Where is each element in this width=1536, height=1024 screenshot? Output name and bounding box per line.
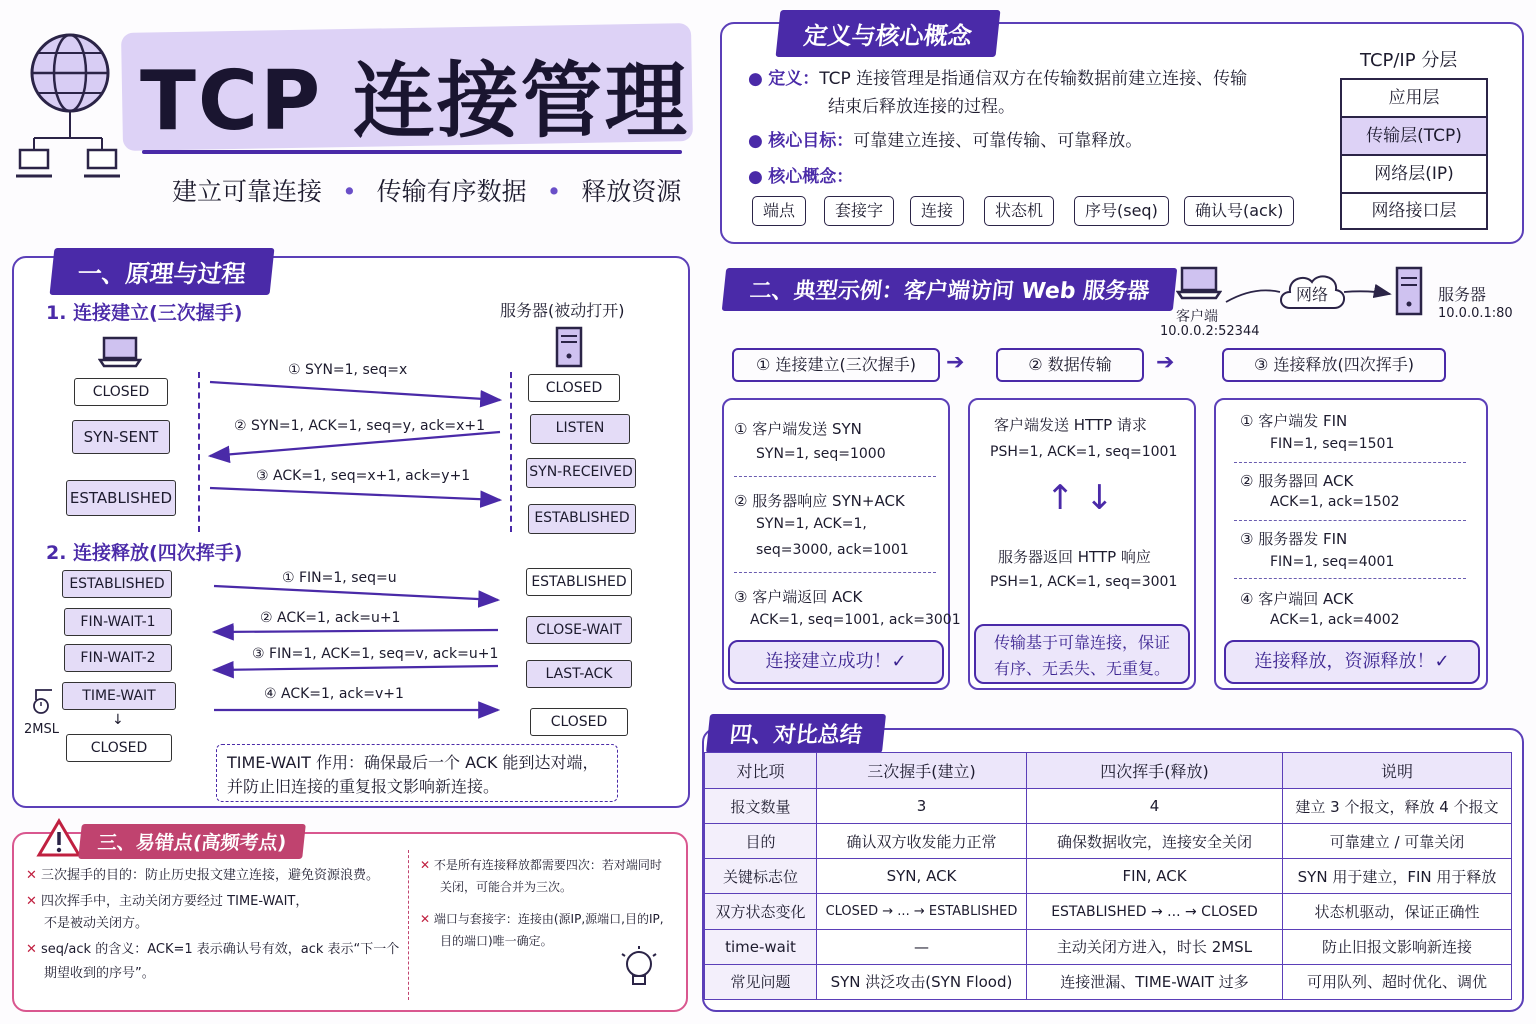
- table-header: 三次握手(建立): [817, 753, 1027, 789]
- handshake-arrow-label: ② SYN=1, ACK=1, seq=y, ack=x+1: [234, 418, 486, 434]
- mistake-item: ✕ seq/ack 的含义：ACK=1 表示确认号有效，ack 表示“下一个: [26, 942, 400, 957]
- comparison-table: [704, 752, 1512, 1000]
- transfer-request: 客户端发送 HTTP 请求: [994, 416, 1147, 434]
- hs-server-state: SYN-RECEIVED: [526, 458, 636, 488]
- table-cell: 关键标志位: [705, 859, 817, 894]
- goal-line: ● 核心目标：可靠建立连接、可靠传输、可靠释放。: [748, 131, 1143, 151]
- handshake-arrow-label: ③ ACK=1, seq=x+1, ack=y+1: [256, 468, 471, 484]
- table-cell: time-wait: [705, 929, 817, 964]
- example-detail: ACK=1, seq=1001, ack=3001: [750, 612, 961, 628]
- transfer-result: 传输基于可靠连接，保证 有序、无丢失、无重复。: [974, 624, 1190, 684]
- note-line: 并防止旧连接的重复报文影响新连接。: [227, 777, 500, 796]
- table-cell: 常见问题: [705, 964, 817, 999]
- fw-server-state: ESTABLISHED: [526, 568, 632, 596]
- transfer-detail: PSH=1, ACK=1, seq=1001: [990, 444, 1178, 460]
- principle-banner: 一、原理与过程: [50, 248, 275, 295]
- handshake-arrows: [200, 360, 510, 520]
- down-arrow-icon: ↓: [112, 712, 124, 728]
- arrow-syn: [210, 382, 500, 400]
- release-result: 连接释放，资源释放！✓: [1224, 640, 1480, 684]
- table-cell: 双方状态变化: [705, 894, 817, 929]
- table-row: [705, 859, 1512, 894]
- wave-arrow-label: ② ACK=1, ack=u+1: [260, 610, 401, 626]
- fw-client-state: TIME-WAIT: [62, 682, 176, 710]
- table-cell: CLOSED → ... → ESTABLISHED: [817, 894, 1027, 929]
- table-header: 说明: [1283, 753, 1512, 789]
- layer-stack: [1340, 78, 1488, 230]
- table-row: [705, 824, 1512, 859]
- server-label: 服务器: [1438, 285, 1487, 304]
- wave-arrow-label: ③ FIN=1, ACK=1, seq=v, ack=u+1: [252, 646, 499, 662]
- concept-label: ● 核心概念：: [748, 167, 854, 187]
- arrow-fin1: [214, 586, 498, 600]
- wave-arrow-label: ④ ACK=1, ack=v+1: [264, 686, 404, 702]
- definition-line: ● 定义：TCP 连接管理是指通信双方在传输数据前建立连接、传输: [748, 69, 1248, 89]
- fw-client-state: FIN-WAIT-2: [64, 644, 172, 672]
- table-cell: FIN, ACK: [1027, 859, 1283, 894]
- table-cell: 目的: [705, 824, 817, 859]
- release-step: ① 客户端发 FIN: [1240, 412, 1348, 430]
- release-detail: ACK=1, ack=4002: [1270, 612, 1400, 628]
- transfer-detail: PSH=1, ACK=1, seq=3001: [990, 574, 1178, 590]
- mistakes-banner: 三、易错点(高频考点): [78, 824, 306, 859]
- table-cell: SYN 用于建立，FIN 用于释放: [1283, 859, 1512, 894]
- release-detail: FIN=1, seq=4001: [1270, 554, 1395, 570]
- concept-chip: 端点: [752, 196, 806, 226]
- subtitle-item: 释放资源: [581, 177, 682, 206]
- table-cell: 3: [817, 789, 1027, 824]
- fw-server-state: CLOSED: [530, 708, 628, 736]
- globe-network-icon: [12, 18, 122, 188]
- subtitle-item: 建立可靠连接: [172, 177, 323, 206]
- subtitle-item: 传输有序数据: [376, 177, 527, 206]
- example-detail: SYN=1, seq=1000: [756, 446, 886, 462]
- mistake-item: ✕ 端口与套接字：连接由(源IP,源端口,目的IP,: [420, 912, 664, 926]
- server-tower-icon: [1394, 266, 1424, 316]
- page-title: TCP 连接管理: [140, 54, 689, 149]
- definition-banner: 定义与核心概念: [776, 10, 1001, 57]
- subtitle: 建立可靠连接 • 传输有序数据 • 释放资源: [172, 177, 682, 206]
- table-row: [705, 789, 1512, 824]
- example-detail: seq=3000, ack=1001: [756, 542, 909, 558]
- example-detail: SYN=1, ACK=1,: [756, 516, 867, 532]
- table-cell: ESTABLISHED → ... → CLOSED: [1027, 894, 1283, 929]
- server-label: 服务器(被动打开): [500, 301, 625, 320]
- table-cell: 连接泄漏、TIME-WAIT 过多: [1027, 964, 1283, 999]
- step-tab-handshake: ① 连接建立(三次握手): [732, 348, 940, 382]
- example-step: ③ 客户端返回 ACK: [734, 588, 863, 606]
- table-row: [705, 964, 1512, 999]
- concept-chip: 套接字: [824, 196, 894, 226]
- server-timeline: [510, 372, 512, 532]
- network-label: 网络: [1296, 285, 1329, 304]
- client-address: 10.0.0.2:52344: [1160, 324, 1260, 339]
- example-step: ① 客户端发送 SYN: [734, 420, 862, 438]
- hs-server-state: CLOSED: [528, 374, 620, 402]
- arrow-syn-ack: [210, 432, 500, 456]
- client-laptop-icon: [1176, 266, 1222, 300]
- arrow-ack: [210, 488, 500, 500]
- fw-client-state: ESTABLISHED: [62, 570, 172, 598]
- arrow-right-icon: ➔: [946, 350, 965, 375]
- table-header: 四次挥手(释放): [1027, 753, 1283, 789]
- hs-client-state: ESTABLISHED: [66, 480, 176, 516]
- table-header: 对比项: [705, 753, 817, 789]
- lightbulb-icon: [616, 944, 662, 996]
- arrow-right-icon: ➔: [1156, 350, 1175, 375]
- msl-label: 2MSL: [24, 722, 59, 737]
- mistake-item-cont: 关闭，可能合并为三次。: [440, 880, 573, 894]
- mistake-item-cont: 不是被动关闭方。: [44, 916, 149, 931]
- table-cell: 确认双方收发能力正常: [817, 824, 1027, 859]
- fw-client-state: FIN-WAIT-1: [64, 608, 172, 636]
- example-banner: 二、典型示例：客户端访问 Web 服务器: [722, 268, 1178, 311]
- up-down-arrows-icon: ↑ ↓: [1046, 478, 1114, 518]
- laptop-icon: [98, 336, 142, 368]
- release-step: ④ 客户端回 ACK: [1240, 590, 1354, 608]
- layers-title: TCP/IP 分层: [1360, 50, 1458, 71]
- mistake-item: ✕ 不是所有连接释放都需要四次：若对端同时: [420, 858, 662, 872]
- arrow-fin2: [214, 666, 498, 670]
- server-address: 10.0.0.1:80: [1438, 306, 1513, 321]
- layer-item: 网络层(IP): [1342, 156, 1486, 194]
- clock-icon: [30, 680, 60, 716]
- warning-icon: [36, 818, 82, 858]
- layer-item-tcp: 传输层(TCP): [1342, 118, 1486, 156]
- table-row: [705, 929, 1512, 964]
- title-underline: [142, 150, 682, 154]
- release-detail: ACK=1, ack=1502: [1270, 494, 1400, 510]
- release-step: ③ 服务器发 FIN: [1240, 530, 1348, 548]
- server-icon: [554, 326, 584, 368]
- handshake-arrow-label: ① SYN=1, seq=x: [288, 362, 408, 378]
- hs-client-state: CLOSED: [74, 378, 168, 406]
- mistake-item-cont: 期望收到的序号”。: [44, 966, 155, 981]
- mistake-item: ✕ 四次挥手中，主动关闭方要经过 TIME-WAIT，: [26, 894, 309, 909]
- table-cell: 主动关闭方进入，时长 2MSL: [1027, 929, 1283, 964]
- table-cell: 可靠建立 / 可靠关闭: [1283, 824, 1512, 859]
- hs-client-state: SYN-SENT: [72, 420, 170, 454]
- step-tab-transfer: ② 数据传输: [996, 348, 1144, 382]
- definition-line-2: 结束后释放连接的过程。: [828, 97, 1015, 117]
- table-cell: 4: [1027, 789, 1283, 824]
- table-cell: 报文数量: [705, 789, 817, 824]
- concept-chip: 确认号(ack): [1184, 196, 1294, 226]
- release-step: ② 服务器回 ACK: [1240, 472, 1354, 490]
- table-cell: 防止旧报文影响新连接: [1283, 929, 1512, 964]
- fw-server-state: CLOSE-WAIT: [526, 616, 632, 644]
- concept-chip: 状态机: [984, 196, 1054, 226]
- table-cell: 可用队列、超时优化、调优: [1283, 964, 1512, 999]
- summary-banner: 四、对比总结: [706, 714, 886, 753]
- result-badge: 连接建立成功！✓: [728, 640, 944, 684]
- time-wait-note: [216, 744, 618, 802]
- table-cell: 确保数据收完，连接安全关闭: [1027, 824, 1283, 859]
- wave-title: 2. 连接释放(四次挥手): [46, 542, 243, 564]
- note-line: TIME-WAIT 作用：确保最后一个 ACK 能到达对端，: [227, 753, 599, 772]
- concept-chip: 序号(seq): [1074, 196, 1169, 226]
- hs-server-state: LISTEN: [530, 414, 630, 444]
- fw-server-state: LAST-ACK: [526, 660, 632, 688]
- client-label: 客户端: [1176, 309, 1218, 325]
- layer-item: 网络接口层: [1371, 201, 1457, 221]
- table-row: [705, 894, 1512, 929]
- release-detail: FIN=1, seq=1501: [1270, 436, 1395, 452]
- concept-chip: 连接: [910, 196, 964, 226]
- wave-arrow-label: ① FIN=1, seq=u: [282, 570, 397, 586]
- hs-server-state: ESTABLISHED: [528, 504, 636, 534]
- table-cell: 建立 3 个报文，释放 4 个报文: [1283, 789, 1512, 824]
- mistake-item: ✕ 三次握手的目的：防止历史报文建立连接，避免资源浪费。: [26, 868, 380, 883]
- handshake-title: 1. 连接建立(三次握手): [46, 302, 243, 324]
- fw-client-state: CLOSED: [66, 734, 172, 762]
- arrow-ack1: [214, 630, 498, 632]
- example-step: ② 服务器响应 SYN+ACK: [734, 492, 905, 510]
- layer-item: 应用层: [1342, 80, 1486, 118]
- mistake-item-cont: 目的端口)唯一确定。: [440, 934, 553, 948]
- table-cell: 状态机驱动，保证正确性: [1283, 894, 1512, 929]
- transfer-response: 服务器返回 HTTP 响应: [998, 548, 1151, 566]
- table-cell: SYN 洪泛攻击(SYN Flood): [817, 964, 1027, 999]
- table-cell: —: [817, 929, 1027, 964]
- table-cell: SYN, ACK: [817, 859, 1027, 894]
- step-tab-release: ③ 连接释放(四次挥手): [1222, 348, 1446, 382]
- mistakes-divider: [408, 850, 409, 1000]
